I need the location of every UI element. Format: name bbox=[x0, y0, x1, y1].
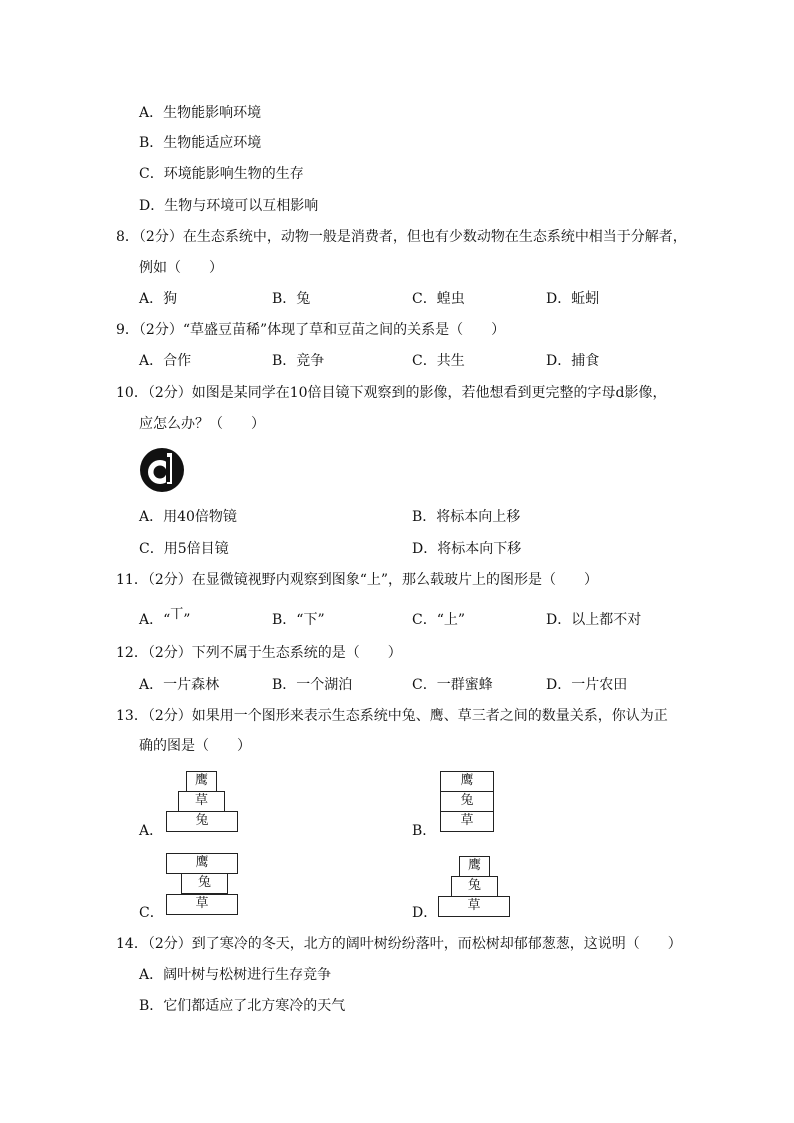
q13-a-mid-box: 草 bbox=[178, 791, 225, 812]
q13-c-top-box: 鹰 bbox=[166, 853, 238, 874]
q7-option-d: D．生物与环境可以互相影响 bbox=[139, 198, 319, 214]
q11-option-c: C．“上” bbox=[412, 612, 466, 628]
q9-option-d: D．捕食 bbox=[546, 353, 600, 369]
q13-option-c-label: C． bbox=[139, 905, 164, 921]
q8-option-a: A．狗 bbox=[139, 291, 178, 307]
q13-d-bottom-box: 草 bbox=[438, 896, 510, 917]
q7-option-a: A．生物能影响环境 bbox=[139, 105, 262, 121]
q8-option-d: D．蚯蚓 bbox=[546, 291, 600, 307]
q13-stem-line1: 13．（2分）如果用一个图形来表示生态系统中兔、鹰、草三者之间的数量关系，你认为正 bbox=[116, 708, 668, 724]
q13-a-bottom-box: 兔 bbox=[166, 811, 238, 832]
q14-option-a: A．阔叶树与松树进行生存竞争 bbox=[139, 967, 332, 983]
q11-option-d: D．以上都不对 bbox=[546, 612, 642, 628]
q10-option-d: D．将标本向下移 bbox=[412, 541, 522, 557]
q13-b-top-box: 鹰 bbox=[440, 771, 494, 792]
q11-option-a bbox=[139, 607, 191, 630]
q12-option-b: B．一个湖泊 bbox=[272, 677, 353, 693]
q10-stem-line2: 应怎么办？（ ） bbox=[139, 416, 265, 432]
q13-b-mid-box: 兔 bbox=[440, 791, 494, 812]
q10-option-c: C．用5倍目镜 bbox=[139, 541, 229, 557]
q8-option-b: B．兔 bbox=[272, 291, 311, 307]
q13-a-top-box: 鹰 bbox=[186, 771, 217, 792]
q10-option-a: A．用40倍物镜 bbox=[139, 509, 237, 525]
q12-stem: 12．（2分）下列不属于生态系统的是（ ） bbox=[116, 645, 402, 661]
q8-stem-line1: 8．（2分）在生态系统中，动物一般是消费者，但也有少数动物在生态系统中相当于分解者， bbox=[116, 229, 687, 245]
q13-b-bottom-box: 草 bbox=[440, 811, 494, 832]
q12-option-d: D．一片农田 bbox=[546, 677, 628, 693]
q10-option-b: B．将标本向上移 bbox=[412, 509, 521, 525]
q7-option-c: C．环境能影响生物的生存 bbox=[139, 166, 304, 182]
q13-d-top-box: 鹰 bbox=[459, 856, 490, 877]
q11-stem: 11．（2分）在显微镜视野内观察到图象“上”，那么载玻片上的图形是（ ） bbox=[116, 572, 599, 588]
q13-d-mid-box: 兔 bbox=[451, 876, 498, 897]
q11-option-a-prefix: A．“ bbox=[139, 612, 171, 628]
q11-option-a-suffix: ” bbox=[183, 612, 191, 628]
q14-stem: 14．（2分）到了寒冷的冬天，北方的阔叶树纷纷落叶，而松树却郁郁葱葱，这说明（ ） bbox=[116, 936, 682, 952]
q13-option-d-label: D． bbox=[412, 905, 438, 921]
q9-option-b: B．竞争 bbox=[272, 353, 325, 369]
q11-option-a-glyph: 丅 bbox=[170, 607, 184, 622]
q12-option-a: A．一片森林 bbox=[139, 677, 220, 693]
q13-c-mid-box: 兔 bbox=[181, 873, 228, 894]
q10-stem-line1: 10．（2分）如图是某同学在10倍目镜下观察到的影像，若他想看到更完整的字母d影像， bbox=[116, 385, 667, 401]
q9-stem: 9．（2分）“草盛豆苗稀”体现了草和豆苗之间的关系是（ ） bbox=[116, 322, 506, 338]
q7-option-b: B．生物能适应环境 bbox=[139, 135, 262, 151]
letter-d-label: d bbox=[139, 447, 140, 448]
q14-option-b: B．它们都适应了北方寒冷的天气 bbox=[139, 998, 346, 1014]
q8-option-c: C．蝗虫 bbox=[412, 291, 465, 307]
q12-option-c: C．一群蜜蜂 bbox=[412, 677, 493, 693]
q8-stem-line2: 例如（ ） bbox=[139, 260, 223, 276]
q13-stem-line2: 确的图是（ ） bbox=[139, 738, 251, 754]
q13-option-b-label: B． bbox=[412, 823, 437, 839]
q13-c-bottom-box: 草 bbox=[166, 894, 238, 915]
q11-option-b: B．“下” bbox=[272, 612, 325, 628]
q9-option-c: C．共生 bbox=[412, 353, 465, 369]
q9-option-a: A．合作 bbox=[139, 353, 192, 369]
letter-d-figure bbox=[139, 447, 185, 493]
q13-option-a-label: A． bbox=[139, 823, 164, 839]
